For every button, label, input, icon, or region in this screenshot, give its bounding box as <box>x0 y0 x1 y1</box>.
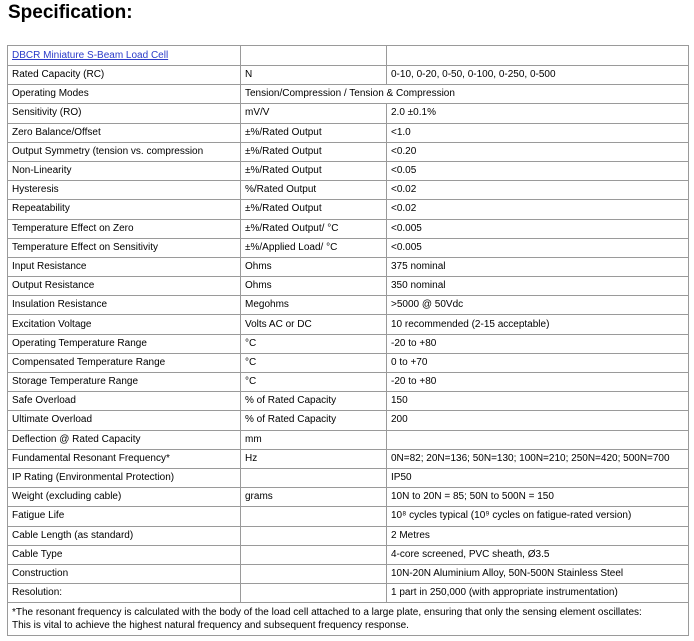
spec-label-cell: Cable Length (as standard) <box>8 526 241 545</box>
spec-label-cell: Insulation Resistance <box>8 296 241 315</box>
table-row <box>8 277 689 296</box>
spec-value-cell: <1.0 <box>387 123 689 142</box>
spec-label-cell: Weight (excluding cable) <box>8 488 241 507</box>
spec-unit-cell: °C <box>241 353 387 372</box>
spec-label-cell: Compensated Temperature Range <box>8 353 241 372</box>
specification-table <box>7 45 689 636</box>
spec-value-cell: 0 to +70 <box>387 353 689 372</box>
spec-unit-cell: N <box>241 66 387 85</box>
specification-table-body <box>8 46 689 636</box>
spec-unit-cell: %/Rated Output <box>241 181 387 200</box>
spec-value-cell: 10 recommended (2-15 acceptable) <box>387 315 689 334</box>
spec-label-cell: Fatigue Life <box>8 507 241 526</box>
table-row <box>8 296 689 315</box>
table-row <box>8 564 689 583</box>
spec-value-cell: 0N=82; 20N=136; 50N=130; 100N=210; 250N=420; 500N=700 <box>387 449 689 468</box>
table-row <box>8 85 689 104</box>
table-row <box>8 238 689 257</box>
product-name-cell <box>8 46 241 66</box>
table-row <box>8 315 689 334</box>
spec-unit-cell: ±%/Rated Output <box>241 200 387 219</box>
spec-label-cell: Zero Balance/Offset <box>8 123 241 142</box>
spec-value-cell: <0.005 <box>387 219 689 238</box>
empty-cell <box>387 46 689 66</box>
spec-unit-cell: grams <box>241 488 387 507</box>
spec-value-cell: 0-10, 0-20, 0-50, 0-100, 0-250, 0-500 <box>387 66 689 85</box>
spec-value-cell: 150 <box>387 392 689 411</box>
spec-value-cell: >5000 @ 50Vdc <box>387 296 689 315</box>
spec-value-cell: 10⁸ cycles typical (10⁹ cycles on fatigue-rated version) <box>387 507 689 526</box>
spec-value-cell: <0.05 <box>387 161 689 180</box>
table-row <box>8 373 689 392</box>
page-title: Specification: <box>8 2 133 23</box>
spec-value-cell: 2.0 ±0.1% <box>387 104 689 123</box>
spec-label-cell: Construction <box>8 564 241 583</box>
spec-unit-cell: °C <box>241 373 387 392</box>
spec-label-cell: Operating Modes <box>8 85 241 104</box>
product-name-link[interactable]: DBCR Miniature S-Beam Load Cell <box>12 49 169 61</box>
table-row <box>8 334 689 353</box>
footnote-text: This is vital to achieve the highest natural frequency and subsequent frequency response. <box>12 620 409 632</box>
spec-unit-cell <box>241 526 387 545</box>
spec-unit-cell: % of Rated Capacity <box>241 411 387 430</box>
empty-cell <box>241 46 387 66</box>
spec-label-cell: Ultimate Overload <box>8 411 241 430</box>
spec-unit-cell: Hz <box>241 449 387 468</box>
spec-value-cell: 1 part in 250,000 (with appropriate instrumentation) <box>387 584 689 603</box>
table-row <box>8 392 689 411</box>
spec-label-cell: Hysteresis <box>8 181 241 200</box>
spec-label-cell: Deflection @ Rated Capacity <box>8 430 241 449</box>
spec-label-cell: IP Rating (Environmental Protection) <box>8 468 241 487</box>
spec-unit-cell <box>241 564 387 583</box>
table-row <box>8 161 689 180</box>
table-row <box>8 488 689 507</box>
spec-unit-cell: °C <box>241 334 387 353</box>
table-row <box>8 257 689 276</box>
spec-label-cell: Operating Temperature Range <box>8 334 241 353</box>
spec-label-cell: Output Symmetry (tension vs. compression <box>8 142 241 161</box>
spec-label-cell: Fundamental Resonant Frequency* <box>8 449 241 468</box>
spec-value-cell: <0.20 <box>387 142 689 161</box>
spec-unit-cell: Volts AC or DC <box>241 315 387 334</box>
spec-label-cell: Storage Temperature Range <box>8 373 241 392</box>
spec-value-cell: 2 Metres <box>387 526 689 545</box>
spec-value-cell: 4-core screened, PVC sheath, Ø3.5 <box>387 545 689 564</box>
spec-unit-cell <box>241 507 387 526</box>
spec-value-cell <box>387 430 689 449</box>
table-row <box>8 545 689 564</box>
spec-value-cell: <0.02 <box>387 181 689 200</box>
spec-value-cell: 375 nominal <box>387 257 689 276</box>
spec-value-cell: 10N to 20N = 85; 50N to 500N = 150 <box>387 488 689 507</box>
spec-unit-cell: ±%/Applied Load/ °C <box>241 238 387 257</box>
spec-unit-cell: ±%/Rated Output <box>241 142 387 161</box>
spec-label-cell: Sensitivity (RO) <box>8 104 241 123</box>
footnote-cell <box>8 603 689 636</box>
spec-label-cell: Repeatability <box>8 200 241 219</box>
table-row <box>8 468 689 487</box>
table-header-row <box>8 46 689 66</box>
spec-label-cell: Non-Linearity <box>8 161 241 180</box>
table-row <box>8 353 689 372</box>
spec-unit-cell <box>241 468 387 487</box>
table-row <box>8 219 689 238</box>
spec-value-cell: 200 <box>387 411 689 430</box>
table-row <box>8 430 689 449</box>
footnote-text: *The resonant frequency is calculated with the body of the load cell attached to a large plate, ensuring that only the sensing element oscillates: <box>12 607 642 619</box>
spec-label-cell: Cable Type <box>8 545 241 564</box>
footnote-row <box>8 603 689 636</box>
table-row <box>8 526 689 545</box>
spec-label-cell: Safe Overload <box>8 392 241 411</box>
spec-value-cell: -20 to +80 <box>387 334 689 353</box>
spec-unit-cell: mm <box>241 430 387 449</box>
table-row <box>8 200 689 219</box>
spec-value-cell: <0.005 <box>387 238 689 257</box>
spec-value-cell: IP50 <box>387 468 689 487</box>
spec-label-cell: Excitation Voltage <box>8 315 241 334</box>
table-row <box>8 123 689 142</box>
spec-label-cell: Resolution: <box>8 584 241 603</box>
spec-unit-cell: ±%/Rated Output <box>241 161 387 180</box>
spec-label-cell: Temperature Effect on Sensitivity <box>8 238 241 257</box>
spec-unit-cell: mV/V <box>241 104 387 123</box>
spec-label-cell: Rated Capacity (RC) <box>8 66 241 85</box>
table-row <box>8 584 689 603</box>
spec-unit-cell: ±%/Rated Output/ °C <box>241 219 387 238</box>
table-row <box>8 181 689 200</box>
spec-value-cell: -20 to +80 <box>387 373 689 392</box>
table-row <box>8 411 689 430</box>
spec-value-cell: <0.02 <box>387 200 689 219</box>
table-row <box>8 142 689 161</box>
spec-unit-cell: % of Rated Capacity <box>241 392 387 411</box>
spec-value-cell: 10N-20N Aluminium Alloy, 50N-500N Stainless Steel <box>387 564 689 583</box>
spec-label-cell: Output Resistance <box>8 277 241 296</box>
spec-label-cell: Input Resistance <box>8 257 241 276</box>
table-row <box>8 449 689 468</box>
spec-unit-cell <box>241 584 387 603</box>
spec-unit-cell: Ohms <box>241 257 387 276</box>
spec-unit-cell: Megohms <box>241 296 387 315</box>
table-row <box>8 507 689 526</box>
table-row <box>8 104 689 123</box>
table-row <box>8 66 689 85</box>
spec-unit-cell: Ohms <box>241 277 387 296</box>
spec-label-cell: Temperature Effect on Zero <box>8 219 241 238</box>
spec-value-cell: 350 nominal <box>387 277 689 296</box>
spec-unit-cell <box>241 545 387 564</box>
spec-unit-cell: ±%/Rated Output <box>241 123 387 142</box>
spec-unit-cell: Tension/Compression / Tension & Compression <box>241 85 689 104</box>
